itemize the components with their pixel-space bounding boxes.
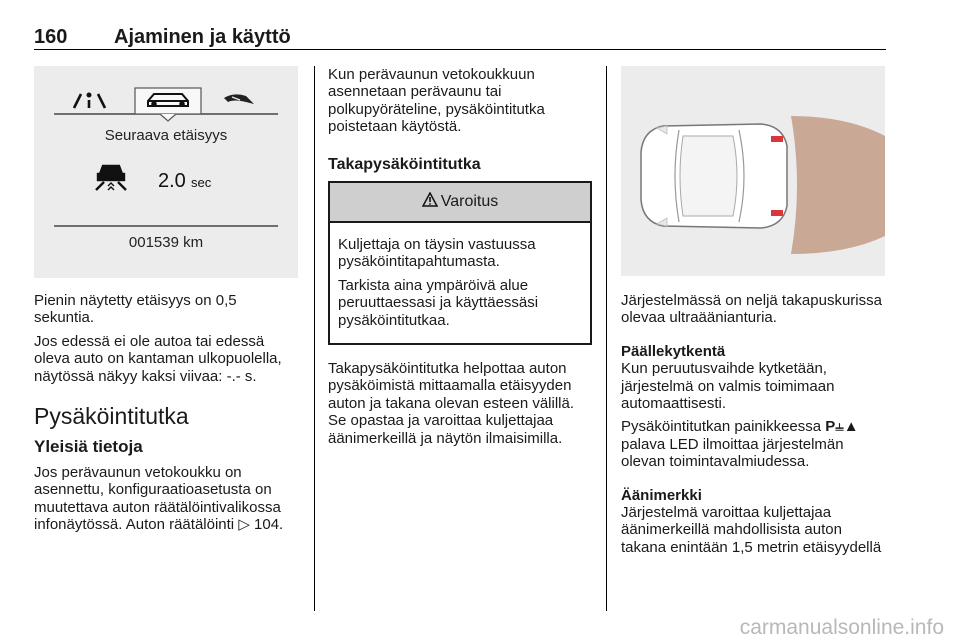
column-divider-2 bbox=[606, 66, 607, 611]
subsection-title: Yleisiä tietoja bbox=[34, 437, 143, 457]
car-top-view-icon bbox=[641, 124, 787, 228]
watermark: carmanualsonline.info bbox=[739, 616, 944, 639]
rear-sensor-description: Takapysäköintitutka helpottaa auton pysäköimistä mittaamalla etäisyyden auton ja takana olevan esteen välillä. Se opastaa ja varoittaa kuljettajaa äänimerkeillä ja näytön ilmaisimilla. bbox=[328, 360, 575, 447]
driver-info-display bbox=[34, 66, 298, 278]
sensor-illustration bbox=[621, 66, 885, 276]
trailer-note: Kun perävaunun vetokoukkuun asennetaan perävaunu tai polkupyöräteline, pysäköintitutka poistetaan käytöstä. bbox=[328, 66, 545, 136]
car-sensor-diagram bbox=[621, 66, 885, 276]
column-divider-1 bbox=[314, 66, 315, 611]
page-number: 160 bbox=[34, 26, 68, 48]
warning-title: Varoitus bbox=[440, 193, 499, 211]
switch-on-text: Kun peruutusvaihde kytketään, järjestelmä on valmis toimimaan automaattisesti. bbox=[621, 360, 835, 413]
sensor-count-text: Järjestelmässä on neljä takapuskurissa olevaa ultraäänianturia. bbox=[621, 292, 882, 327]
distance-unit: sec bbox=[191, 175, 212, 190]
caption-min-distance: Pienin näytetty etäisyys on 0,5 sekuntia. bbox=[34, 292, 237, 327]
page-ref[interactable]: 104. bbox=[254, 516, 284, 534]
column-1 bbox=[34, 66, 300, 540]
sound-heading: Äänimerkki bbox=[621, 486, 702, 504]
column-2 bbox=[328, 66, 592, 453]
odometer: 001539 km bbox=[128, 234, 204, 251]
page-ref-icon: ▷ bbox=[238, 516, 250, 534]
section-title: Pysäköintitutka bbox=[34, 403, 189, 430]
display-label: Seuraava etäisyys bbox=[104, 127, 228, 144]
column-3 bbox=[621, 66, 887, 562]
button-led-text: Pysäköintitutkan painikkeessa P⫨▲ palava LED ilmoittaa järjestelmän olevan toimintavalmiudessa. bbox=[621, 418, 859, 471]
warning-box bbox=[328, 181, 592, 345]
page-title: Ajaminen ja käyttö bbox=[114, 26, 291, 48]
sensor-zone-icon bbox=[791, 116, 885, 254]
warning-header bbox=[330, 183, 590, 223]
caption-no-car: Jos edessä ei ole autoa tai edessä oleva auto on kantaman ulkopuolella, näytössä näkyy kaksi viivaa: -.- s. bbox=[34, 332, 282, 385]
warning-text-2: Tarkista aina ympäröivä alue peruuttaessasi ja käyttäessäsi pysäköintitutkaa. bbox=[338, 276, 539, 329]
sound-text: Järjestelmä varoittaa kuljettajaa äänimerkeillä mahdollisista auton takana enintään 1,5 metrin etäisyydellä bbox=[621, 504, 882, 556]
warning-icon bbox=[422, 192, 438, 211]
header-rule bbox=[34, 49, 886, 50]
warning-text-1: Kuljettaja on täysin vastuussa pysäköintitapahtumasta. bbox=[338, 236, 536, 271]
general-info-text: Jos perävaunun vetokoukku on asennettu, konfiguraatioasetusta on muutettava auton räätälöintivalikossa infonäytössä. Auton räätälöinti ▷ 104. bbox=[34, 464, 284, 534]
switch-on-heading: Päällekytkentä bbox=[621, 342, 726, 360]
driver-distance-icon bbox=[96, 166, 126, 190]
parking-sensor-button-icon: P⫨▲ bbox=[825, 418, 859, 436]
distance-value: 2.0 bbox=[158, 170, 186, 192]
display-illustration bbox=[34, 66, 298, 278]
rear-sensor-heading: Takapysäköintitutka bbox=[328, 155, 481, 173]
